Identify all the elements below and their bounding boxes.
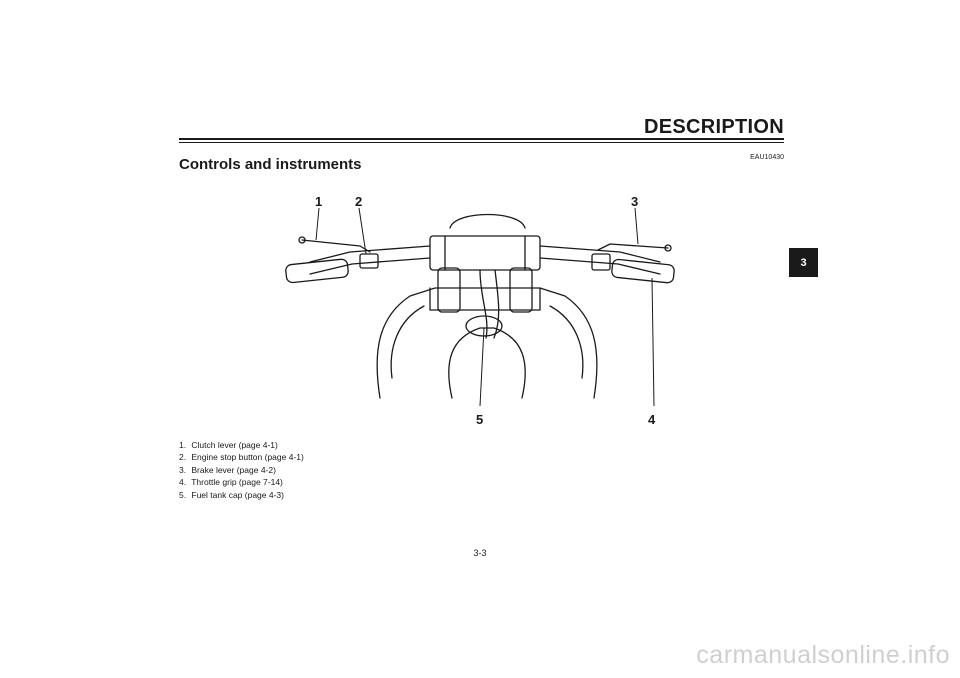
legend-item: 2. Engine stop button (page 4-1)	[179, 452, 304, 463]
handlebar-clamp	[430, 236, 540, 270]
legend-list	[179, 439, 304, 501]
header-rule	[179, 138, 784, 140]
tank-front-panel	[449, 328, 525, 398]
page-heading: Controls and instruments	[179, 156, 362, 173]
handlebar-right-lower	[540, 258, 660, 274]
tank-side-panel-right	[550, 306, 583, 378]
page-number: 3-3	[473, 548, 487, 558]
header-rule-thin	[179, 142, 784, 143]
tank-side-panel-left	[391, 306, 424, 378]
handlebar-illustration	[280, 188, 690, 428]
chapter-tab[interactable]: 3	[789, 248, 818, 277]
section-title: DESCRIPTION	[644, 116, 784, 138]
engine-stop-switch	[360, 254, 378, 268]
legend-item: 5. Fuel tank cap (page 4-3)	[179, 489, 284, 500]
legend-item: 3. Brake lever (page 4-2)	[179, 464, 276, 475]
reference-code: EAU10430	[750, 154, 784, 161]
fork-right	[510, 268, 532, 312]
legend-item: 4. Throttle grip (page 7-14)	[179, 477, 283, 488]
watermark: carmanualsonline.info	[696, 641, 950, 669]
callout-4: 4	[648, 412, 656, 427]
right-grip	[611, 259, 675, 283]
legend-item: 1. Clutch lever (page 4-1)	[179, 440, 278, 450]
fork-left	[438, 268, 460, 312]
callout-1: 1	[315, 194, 323, 209]
leader-line-4	[652, 278, 654, 406]
callout-2: 2	[355, 194, 363, 209]
fuel-tank-outline	[377, 288, 597, 398]
callout-3: 3	[631, 194, 639, 209]
left-grip	[285, 259, 349, 283]
clutch-lever-shape	[302, 240, 370, 252]
leader-line-3	[635, 208, 638, 244]
callout-5: 5	[476, 412, 484, 427]
number-plate	[450, 215, 525, 229]
leader-line-1	[316, 208, 319, 240]
brake-lever-shape	[598, 244, 668, 250]
leader-line-5	[480, 328, 484, 406]
